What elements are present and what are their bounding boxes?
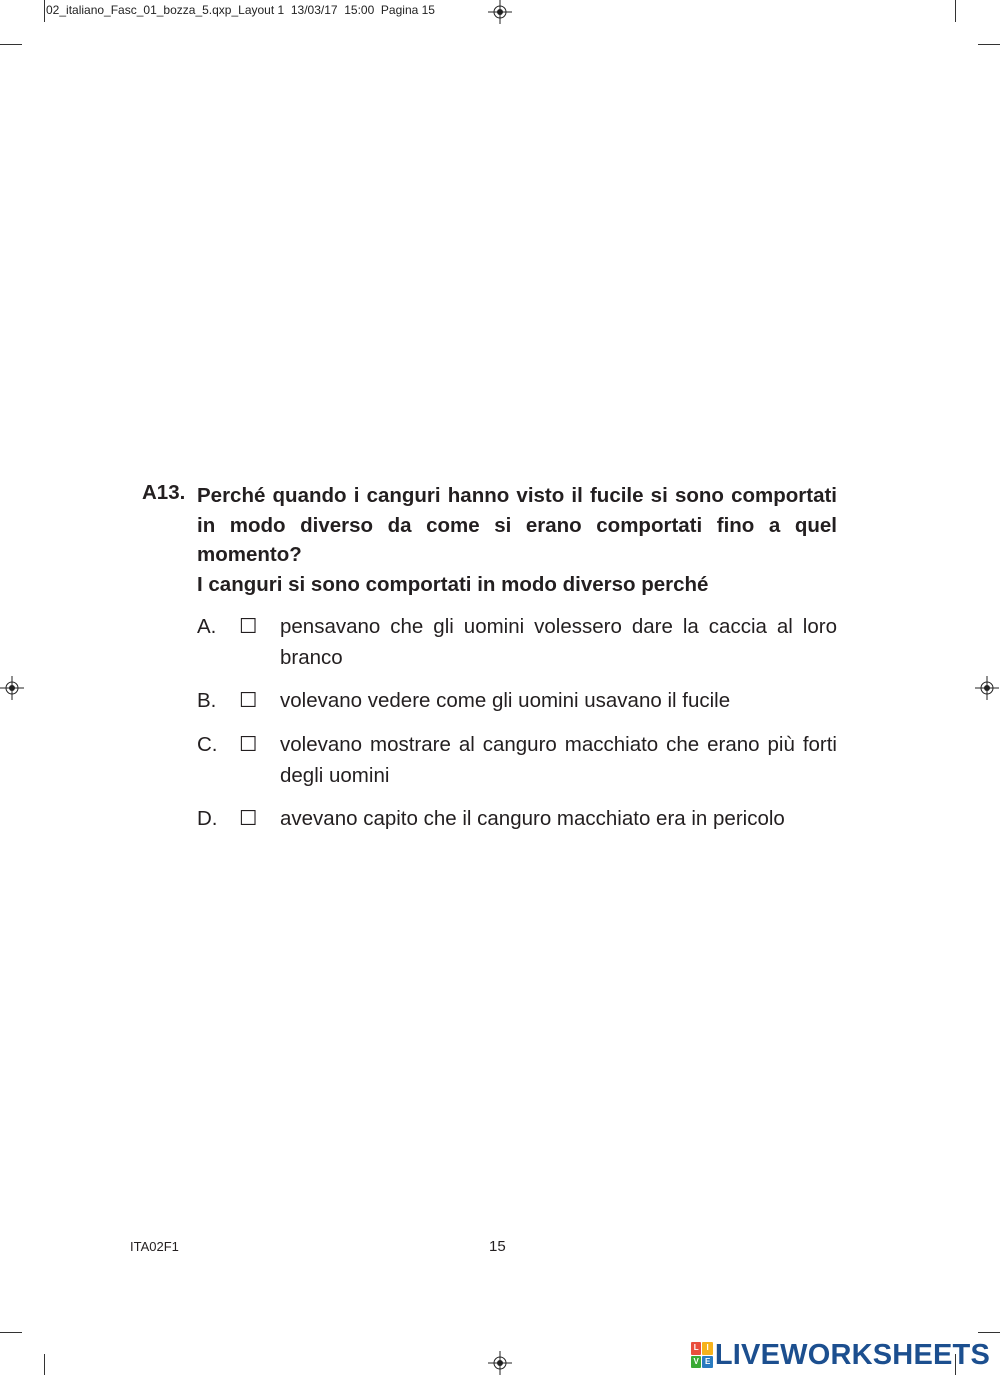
crop-mark [44, 1354, 45, 1375]
crop-mark [0, 44, 22, 45]
logo-letter: V [691, 1356, 702, 1369]
option-text: volevano mostrare al canguro macchiato che erano più forti degli uomini [280, 733, 837, 787]
page-number: 15 [489, 1238, 506, 1255]
option-letter: A. [197, 615, 217, 638]
document-code: ITA02F1 [130, 1239, 179, 1254]
question-number: A13. [142, 481, 186, 504]
crop-mark [955, 0, 956, 22]
registration-mark-icon [975, 676, 999, 700]
checkbox-icon[interactable]: ☐ [239, 615, 258, 638]
crop-mark [978, 1332, 1000, 1333]
option-letter: D. [197, 807, 218, 830]
logo-letter: E [702, 1356, 713, 1369]
question-stem: I canguri si sono comportati in modo diverso perché [197, 572, 709, 596]
option-letter: B. [197, 689, 217, 712]
checkbox-icon[interactable]: ☐ [239, 689, 258, 712]
crop-mark [44, 0, 45, 22]
print-slug: 02_italiano_Fasc_01_bozza_5.qxp_Layout 1 13/03/17 15:00 Pagina 15 [46, 3, 435, 17]
checkbox-icon[interactable]: ☐ [239, 807, 258, 830]
option-text: pensavano che gli uomini volessero dare la caccia al loro branco [280, 615, 837, 669]
option-letter: C. [197, 733, 218, 756]
crop-mark [978, 44, 1000, 45]
question-text: Perché quando i canguri hanno visto il fucile si sono comportati in modo diverso da come si erano comportati fino a quel momento? [197, 484, 837, 566]
registration-mark-icon [488, 0, 512, 24]
question-block [197, 481, 837, 599]
option-text: avevano capito che il canguro macchiato era in pericolo [280, 807, 785, 830]
checkbox-icon[interactable]: ☐ [239, 733, 258, 756]
crop-mark [0, 1332, 22, 1333]
registration-mark-icon [0, 676, 24, 700]
brand-logo-icon [691, 1342, 713, 1368]
logo-letter: I [702, 1342, 713, 1355]
brand-name: LIVEWORKSHEETS [714, 1338, 990, 1371]
liveworksheets-logo [691, 1338, 990, 1372]
option-text: volevano vedere come gli uomini usavano il fucile [280, 689, 731, 712]
registration-mark-icon [488, 1351, 512, 1375]
logo-letter: L [691, 1342, 702, 1355]
